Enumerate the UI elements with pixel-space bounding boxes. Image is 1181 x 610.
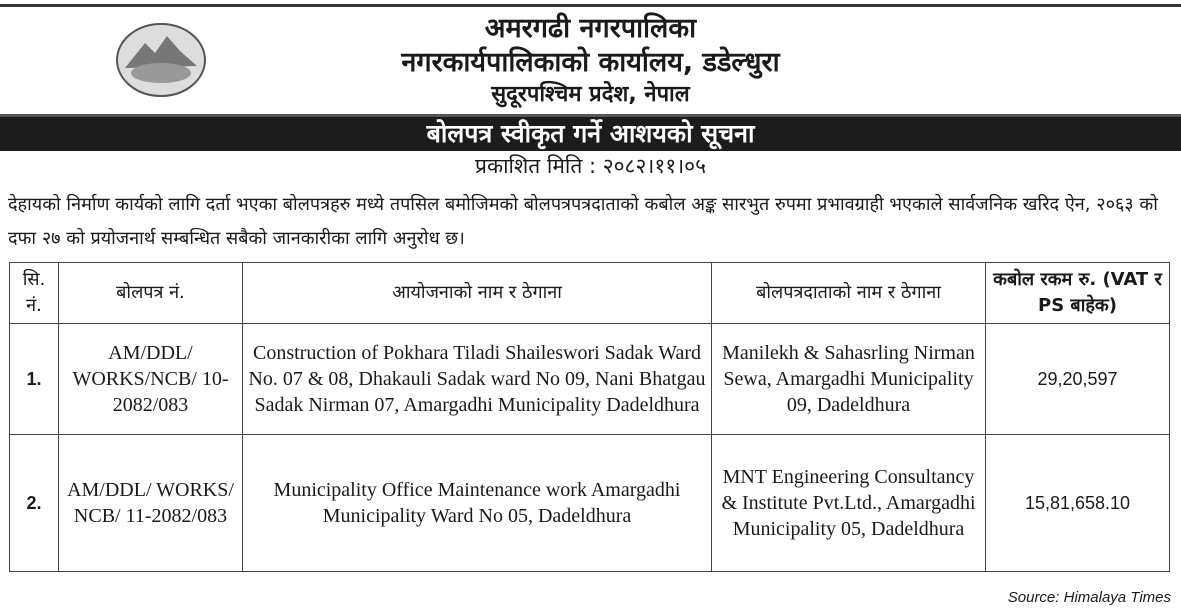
intro-paragraph: देहायको निर्माण कार्यको लागि दर्ता भएका बोलपत्रहरु मध्ये तपसिल बमोजिमको बोलपत्रपत्रदाताको कबोल अङ्क सारभुत रुपमा प्रभावग्राही भएकाले सार्वजनिक खरिद ऐन, २०६३ को दफा २७ को प्रयोजनार्थ सम्बन्धित सबैको जानकारीका लागि अनुरोध छ। [8, 194, 1158, 249]
row-bid-no: AM/DDL/ WORKS/ NCB/ 11-2082/083 [59, 435, 243, 572]
table-header-row [10, 263, 1170, 324]
header-project: आयोजनाको नाम र ठेगाना [243, 263, 712, 324]
row-project: Construction of Pokhara Tiladi Shaileswori Sadak Ward No. 07 & 08, Dhakauli Sadak ward No 09, Nani Bhatgau Sadak Nirman 07, Amargadhi Municipality Dadeldhura [243, 324, 712, 435]
published-date: प्रकाशित मिति : २०८२।११।०५ [475, 154, 706, 178]
province-name: सुदूरपश्चिम प्रदेश, नेपाल [491, 82, 690, 107]
row-sn: 1. [10, 324, 59, 435]
header-bid-no: बोलपत्र नं. [59, 263, 243, 324]
row-sn: 2. [10, 435, 59, 572]
row-amount: 15,81,658.10 [986, 435, 1170, 572]
notice-title: बोलपत्र स्वीकृत गर्ने आशयको सूचना [0, 114, 1181, 151]
row-bid-no: AM/DDL/ WORKS/NCB/ 10-2082/083 [59, 324, 243, 435]
row-amount: 29,20,597 [986, 324, 1170, 435]
header-sn: सि. नं. [10, 263, 59, 324]
row-bidder: Manilekh & Sahasrling Nirman Sewa, Amargadhi Municipality 09, Dadeldhura [712, 324, 986, 435]
header-bidder: बोलपत्रदाताको नाम र ठेगाना [712, 263, 986, 324]
row-bidder: MNT Engineering Consultancy & Institute Pvt.Ltd., Amargadhi Municipality 05, Dadeldhura [712, 435, 986, 572]
table-row [10, 435, 1170, 572]
source-credit: Source: Himalaya Times [1007, 589, 1171, 606]
header-amount: कबोल रकम रु. (VAT र PS बाहेक) [986, 263, 1170, 324]
top-rule [0, 4, 1181, 7]
row-project: Municipality Office Maintenance work Amargadhi Municipality Ward No 05, Dadeldhura [243, 435, 712, 572]
municipality-name: अमरगढी नगरपालिका [484, 13, 697, 44]
office-name: नगरकार्यपालिकाको कार्यालय, डडेल्धुरा [401, 47, 780, 78]
bid-table [9, 262, 1170, 572]
table-row [10, 324, 1170, 435]
